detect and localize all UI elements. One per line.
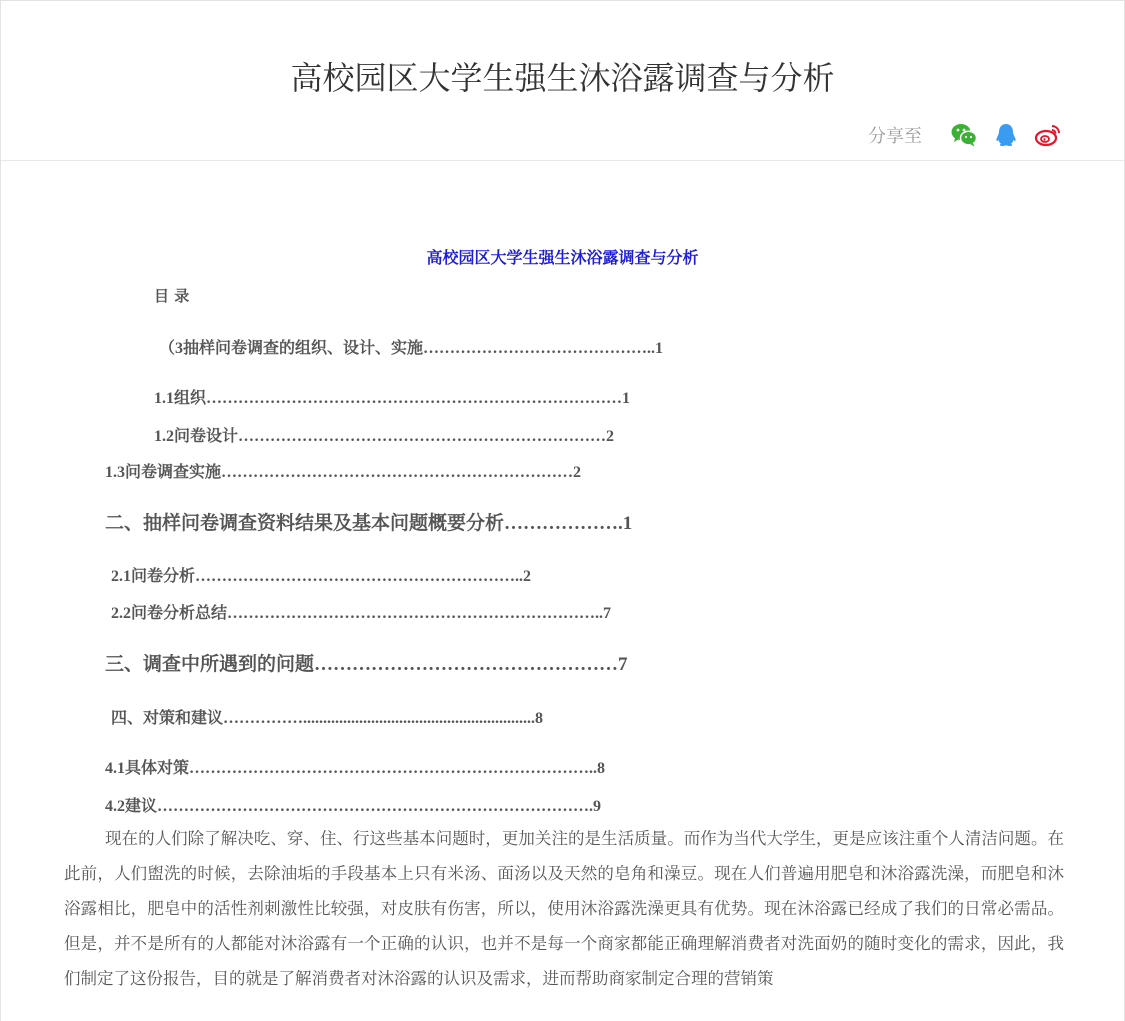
toc-heading: 目 录 [154, 287, 190, 305]
toc-item: 2.1问卷分析……………………………………………………..2 [111, 568, 532, 585]
page-header [1, 1, 1124, 161]
qq-icon[interactable] [992, 121, 1020, 149]
toc-item: 4.2建议……………………………………………………………………….9 [105, 798, 602, 815]
toc-item: 2.2问卷分析总结……………………………………………………………..7 [111, 605, 612, 622]
share-bar [868, 121, 1062, 149]
toc-item: 1.2问卷设计……………………………………………………………2 [154, 428, 615, 445]
intro-paragraph: 现在的人们除了解决吃、穿、住、行这些基本问题时，更加关注的是生活质量。而作为当代大学生，更是应该注重个人清洁问题。在此前，人们盥洗的时候，去除油垢的手段基本上只有米汤、面汤以及天然的皂角和澡豆。现在人们普遍用肥皂和沐浴露洗澡，而肥皂和沐浴露相比，肥皂中的活性剂刺激性比较强，对皮肤有伤害，所以，使用沐浴露洗澡更具有优势。现在沐浴露已经成了我们的日常必需品。但是，并不是所有的人都能对沐浴露有一个正确的认识，也并不是每一个商家都能正确理解消费者对洗面奶的随时变化的需求，因此，我们制定了这份报告，目的就是了解消费者对沐浴露的认识及需求，进而帮助商家制定合理的营销策 [64, 829, 1064, 988]
page-title: 高校园区大学生强生沐浴露调查与分析 [290, 59, 835, 97]
toc-item: 1.1组织……………………………………………………………………1 [154, 390, 631, 407]
toc-item: 三、调查中所遇到的问题…………………………………………7 [105, 654, 628, 675]
toc-item: 4.1具体对策…………………………………………………………………..8 [105, 760, 606, 777]
toc-item: 二、抽样问卷调查资料结果及基本问题概要分析……………….1 [105, 513, 633, 534]
weibo-icon[interactable] [1034, 121, 1062, 149]
document-title: 高校园区大学生强生沐浴露调查与分析 [426, 248, 699, 267]
wechat-icon[interactable] [950, 121, 978, 149]
share-label: 分享至 [868, 126, 922, 147]
toc-item: 四、对策和建议……………..........................................................8 [111, 710, 544, 727]
toc-item: 1.3问卷调查实施…………………………………………………………2 [105, 464, 582, 481]
toc-item: （3抽样问卷调查的组织、设计、实施……………………………………..1 [159, 340, 664, 357]
